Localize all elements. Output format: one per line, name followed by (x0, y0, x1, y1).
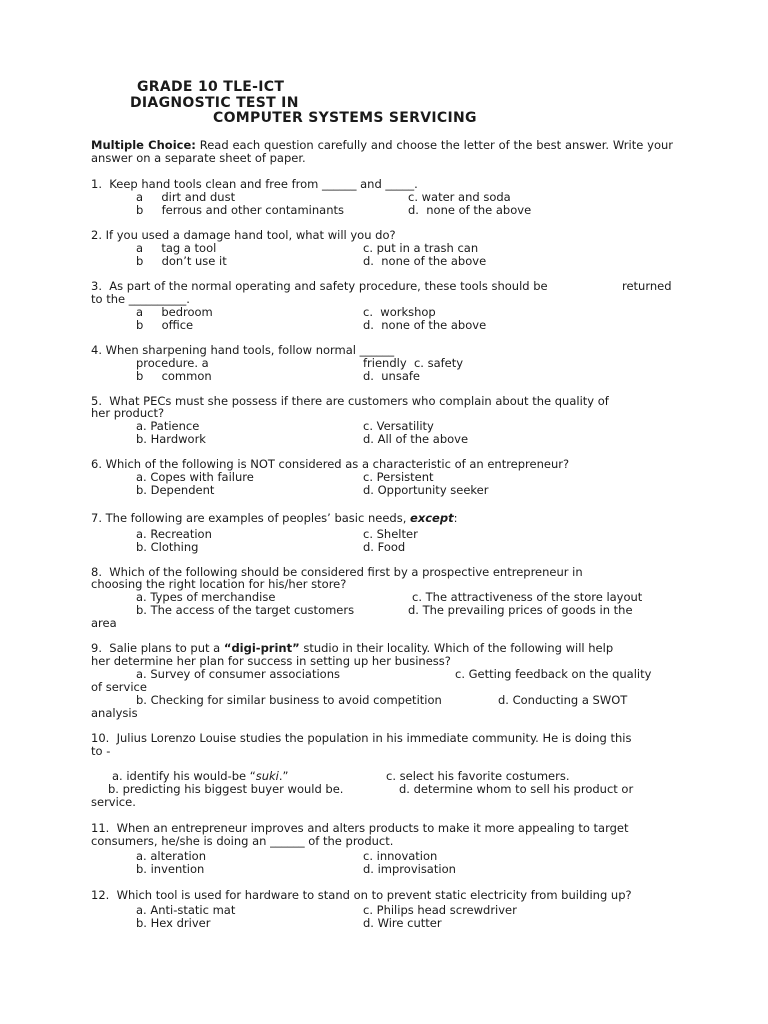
question-10-option-b-cont: service. (91, 795, 136, 809)
question-12-option-c: c. Philips head screwdriver (363, 903, 517, 917)
question-12-stem: 12. Which tool is used for hardware to stand on to prevent static electricity from building up? (91, 888, 632, 902)
question-10-option-d: d. determine whom to sell his product or (399, 782, 634, 796)
question-3-stem-line2: to the __________. (91, 292, 190, 306)
question-4-option-c: friendly c. safety (363, 356, 464, 370)
question-12-option-a: a. Anti-static mat (136, 903, 236, 917)
question-9-option-b: b. Checking for similar business to avoid competition (136, 693, 442, 707)
instructions-text: Read each question carefully and choose the letter of the best answer. Write your answer on a separate sheet of paper. (91, 138, 673, 165)
question-6-option-b: b. Dependent (136, 483, 215, 497)
question-7-option-b: b. Clothing (136, 540, 199, 554)
question-3-stem: 3. As part of the normal operating and safety procedure, these tools should be (91, 279, 548, 293)
question-3-option-b: b office (136, 318, 194, 332)
question-9-option-a: a. Survey of consumer associations (136, 667, 340, 681)
question-6-option-d: d. Opportunity seeker (363, 483, 489, 497)
question-10-stem-line2: to - (91, 744, 111, 758)
instructions (91, 139, 673, 165)
question-8-option-a: a. Types of merchandise (136, 590, 276, 604)
question-1-option-b: b ferrous and other contaminants (136, 203, 344, 217)
question-10-option-a-post: .” (278, 769, 289, 783)
question-10-option-c: c. select his favorite costumers. (386, 769, 570, 783)
title-line-3: COMPUTER SYSTEMS SERVICING (213, 110, 477, 126)
question-6-option-c: c. Persistent (363, 470, 434, 484)
question-10-stem: 10. Julius Lorenzo Louise studies the population in his immediate community. He is doing this (91, 731, 632, 745)
question-7-stem (91, 512, 457, 525)
question-4-stem: 4. When sharpening hand tools, follow normal ______ (91, 343, 395, 357)
question-9-option-d-cont: analysis (91, 706, 138, 720)
question-1-option-a: a dirt and dust (136, 190, 236, 204)
question-1-stem: 1. Keep hand tools clean and free from ______ and _____. (91, 177, 418, 191)
question-12-option-d: d. Wire cutter (363, 916, 442, 930)
question-11-option-c: c. innovation (363, 849, 438, 863)
question-8-option-c: c. The attractiveness of the store layout (412, 590, 643, 604)
question-5-stem-line2: her product? (91, 406, 165, 420)
question-9-stem-line2: her determine her plan for success in setting up her business? (91, 654, 451, 668)
question-2-option-a: a tag a tool (136, 241, 217, 255)
question-7-option-a: a. Recreation (136, 527, 212, 541)
question-5-option-a: a. Patience (136, 419, 200, 433)
question-5-option-b: b. Hardwork (136, 432, 206, 446)
question-3-option-c: c. workshop (363, 305, 436, 319)
question-2-option-d: d. none of the above (363, 254, 487, 268)
question-3-option-a: a bedroom (136, 305, 213, 319)
question-2-option-c: c. put in a trash can (363, 241, 479, 255)
question-11-stem: 11. When an entrepreneur improves and alters products to make it more appealing to target (91, 821, 629, 835)
question-9-stem-text: 9. Salie plans to put a (91, 641, 224, 655)
question-2-option-b: b don’t use it (136, 254, 227, 268)
question-10-option-a-pre: a. identify his would-be “ (112, 769, 256, 783)
question-8-option-d: d. The prevailing prices of goods in the (408, 603, 633, 617)
question-4-option-d: d. unsafe (363, 369, 421, 383)
question-6-stem: 6. Which of the following is NOT considered as a characteristic of an entrepreneur? (91, 457, 570, 471)
question-11-option-d: d. improvisation (363, 862, 456, 876)
question-10-option-b: b. predicting his biggest buyer would be. (108, 782, 344, 796)
question-9-stem-end: studio in their locality. Which of the following will help (299, 641, 614, 655)
question-7-option-c: c. Shelter (363, 527, 418, 541)
title-line-1: GRADE 10 TLE-ICT (137, 79, 285, 95)
question-1-option-c: c. water and soda (408, 190, 511, 204)
question-5-option-c: c. Versatility (363, 419, 434, 433)
instructions-label: Multiple Choice: (91, 138, 196, 152)
question-9-option-c-cont: of service (91, 680, 147, 694)
question-6-option-a: a. Copes with failure (136, 470, 254, 484)
title-line-2: DIAGNOSTIC TEST IN (130, 95, 299, 111)
question-8-option-d-cont: area (91, 616, 117, 630)
question-9-option-d: d. Conducting a SWOT (498, 693, 628, 707)
question-9-option-c: c. Getting feedback on the quality (455, 667, 652, 681)
question-8-stem: 8. Which of the following should be considered first by a prospective entrepreneur in (91, 565, 583, 579)
question-11-option-a: a. alteration (136, 849, 206, 863)
question-3-option-d: d. none of the above (363, 318, 487, 332)
question-2-stem: 2. If you used a damage hand tool, what will you do? (91, 228, 396, 242)
question-1-option-d: d. none of the above (408, 203, 532, 217)
question-7-emphasis: except (410, 511, 454, 525)
question-5-option-d: d. All of the above (363, 432, 469, 446)
question-4-option-a: procedure. a (136, 356, 209, 370)
question-7-stem-text: 7. The following are examples of peoples’ basic needs, (91, 511, 411, 525)
question-12-option-b: b. Hex driver (136, 916, 211, 930)
question-3-stem-end: returned (622, 279, 672, 293)
question-5-stem: 5. What PECs must she possess if there are customers who complain about the quality of (91, 394, 609, 408)
question-8-option-b: b. The access of the target customers (136, 603, 355, 617)
question-7-stem-end: : (453, 511, 458, 525)
question-9-emphasis: “digi-print” (223, 641, 300, 655)
question-11-option-b: b. invention (136, 862, 205, 876)
question-7-option-d: d. Food (363, 540, 406, 554)
question-8-stem-line2: choosing the right location for his/her store? (91, 577, 347, 591)
question-11-stem-line2: consumers, he/she is doing an ______ of the product. (91, 834, 394, 848)
question-10-option-a-emphasis: suki (255, 769, 279, 783)
question-4-option-b: b common (136, 369, 212, 383)
